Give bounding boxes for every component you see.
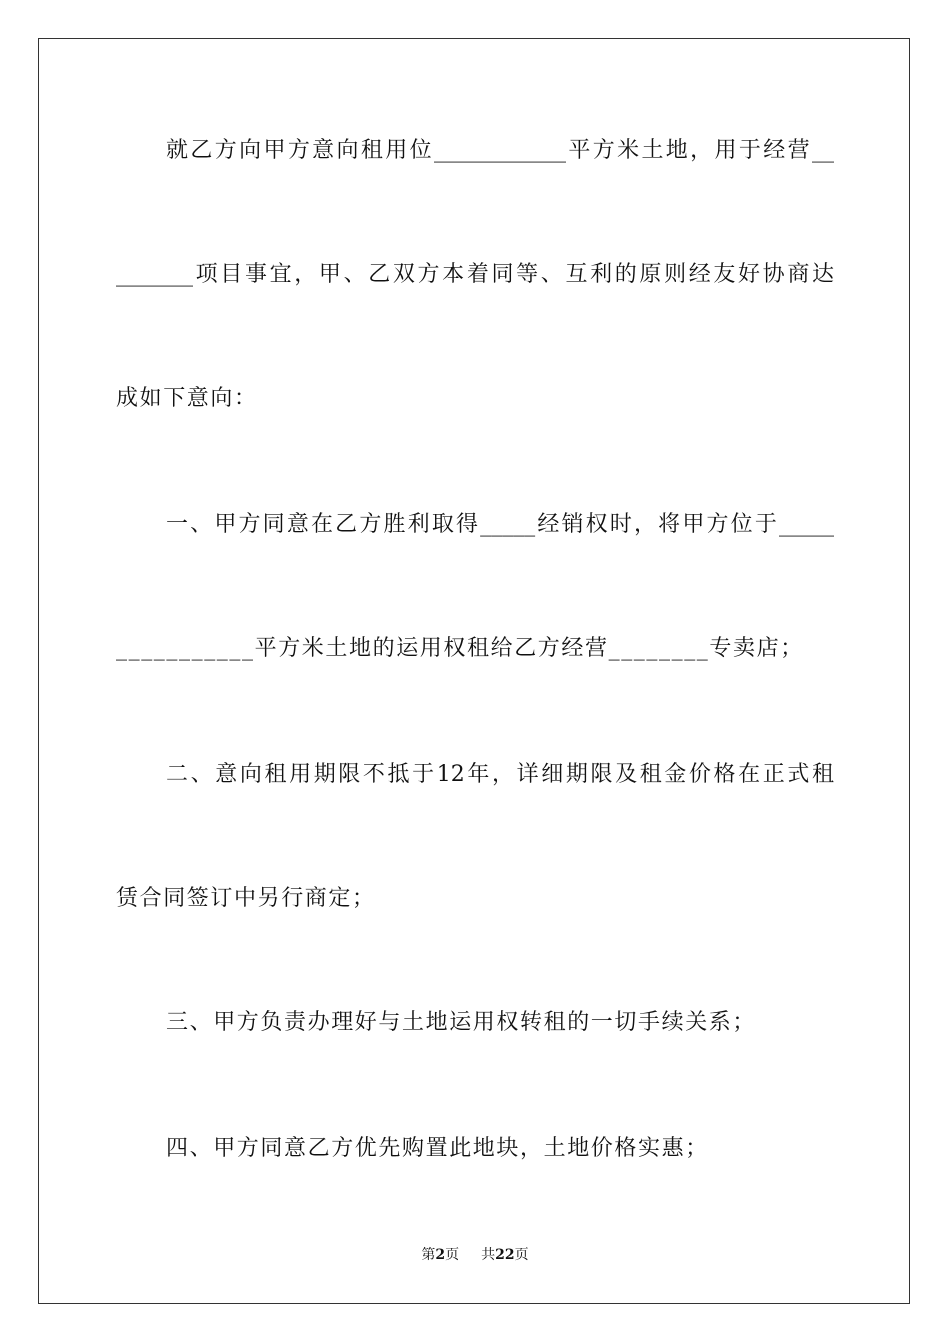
paragraph-line-1: 就乙方向甲方意向租用位____________平方米土地，用于经营__ (166, 138, 834, 163)
paragraph-line-3: 成如下意向： (116, 386, 258, 411)
paragraph-line-2: _______项目事宜，甲、乙双方本着同等、互利的原则经友好协商达 (116, 262, 834, 287)
clause-4: 四、甲方同意乙方优先购置此地块，土地价格实惠； (166, 1136, 709, 1161)
clause-2-line-2: 赁合同签订中另行商定； (116, 886, 376, 911)
page-footer (0, 1246, 950, 1264)
footer-page-suffix: 页 (445, 1247, 460, 1263)
footer-total-prefix: 共 (481, 1247, 496, 1263)
footer-page-total: 22 (495, 1247, 515, 1263)
clause-3: 三、甲方负责办理好与土地运用权转租的一切手续关系； (166, 1010, 757, 1035)
footer-total-suffix: 页 (514, 1247, 529, 1263)
footer-page-prefix: 第 (421, 1247, 436, 1263)
footer-page-current: 2 (435, 1247, 446, 1263)
clause-1-line-2: ___________平方米土地的运用权租给乙方经营________专卖店； (116, 636, 804, 661)
page-border (38, 38, 910, 1304)
clause-2-line-1: 二、意向租用期限不抵于12年，详细期限及租金价格在正式租 (166, 762, 834, 787)
clause-1-line-1: 一、甲方同意在乙方胜利取得_____经销权时，将甲方位于_____ (166, 512, 834, 537)
